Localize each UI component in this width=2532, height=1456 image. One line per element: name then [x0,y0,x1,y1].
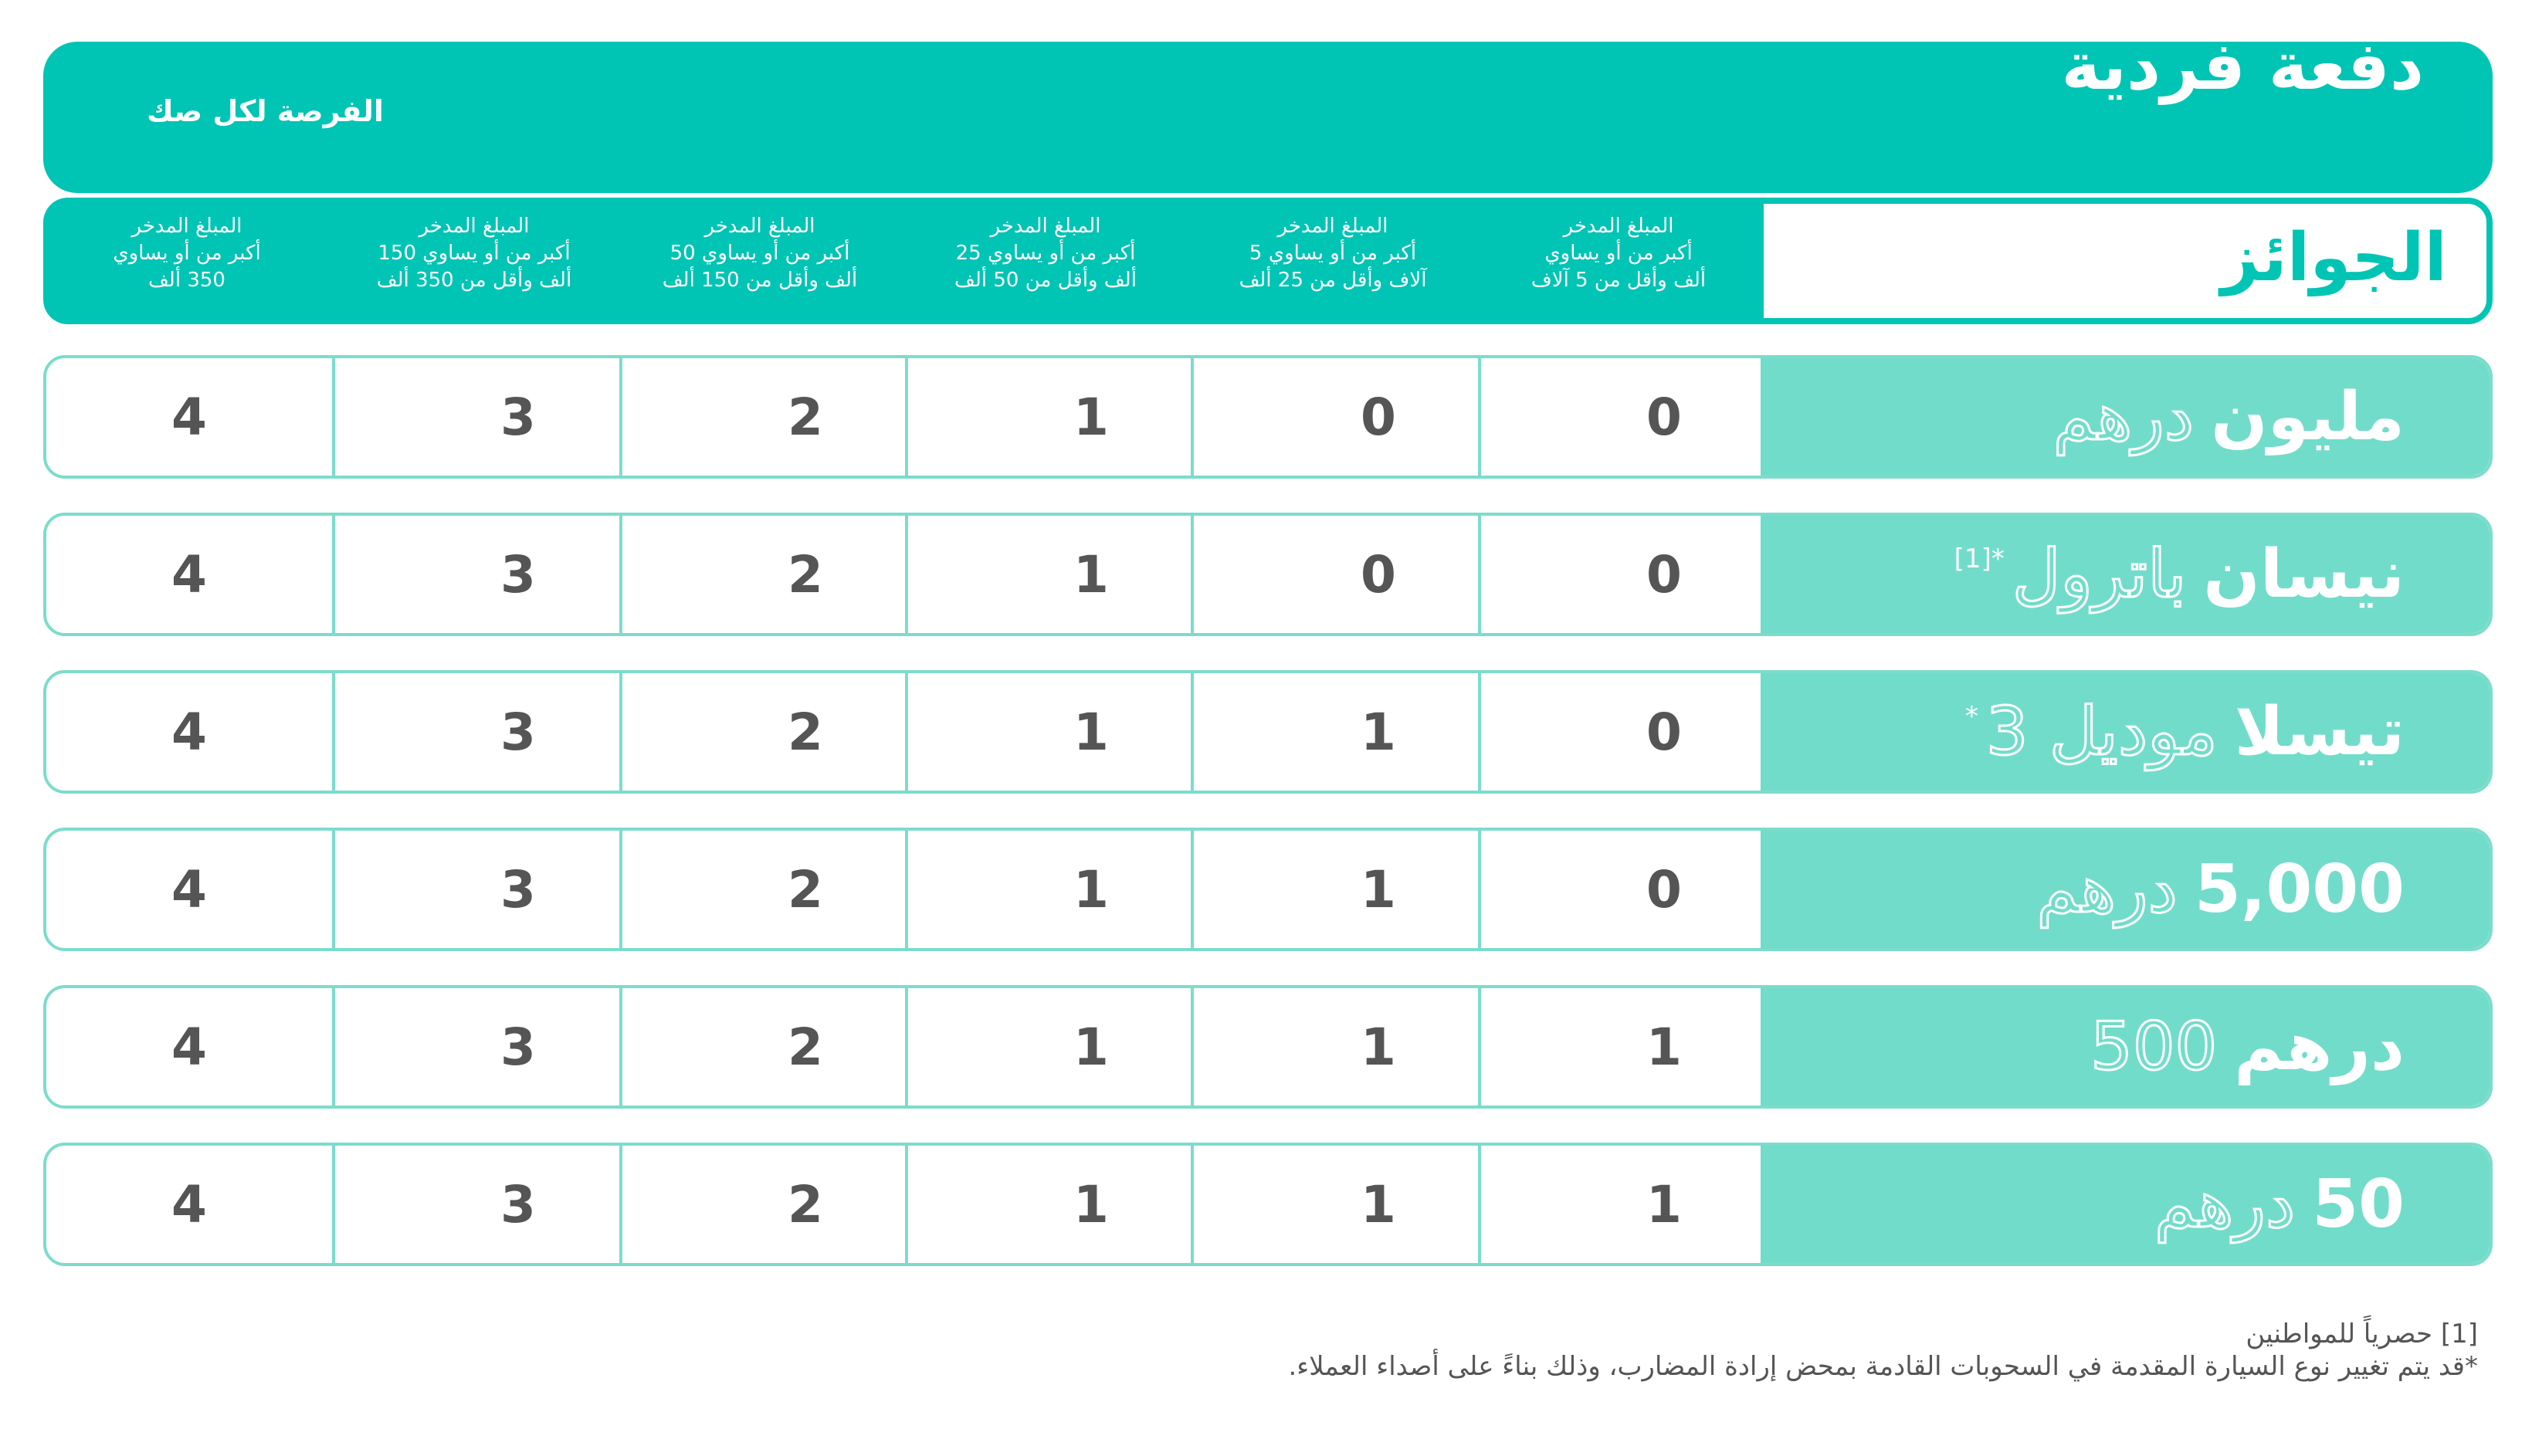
column-divider [332,1146,335,1263]
chance-count-cell: 1 [1073,544,1109,604]
chance-count-cell: 3 [500,702,536,762]
chance-count-cell: 2 [788,702,823,762]
prize-footnote-mark: [1]* [1954,543,2005,574]
column-header-line: المبلغ المدخر [1563,215,1674,238]
prize-name [2090,988,2405,1106]
chance-count-cell: 0 [1646,859,1682,919]
prize-name [1954,516,2405,633]
prize-name-outline: درهم [2052,378,2195,455]
column-header-line: 350 ألف [148,269,225,292]
column-divider [332,988,335,1106]
column-header-line: أكبر من أو يساوي 150 [378,242,571,265]
chance-count-cell: 1 [1361,1174,1396,1234]
chance-count-cell: 3 [500,859,536,919]
prize-name-outline: موديل 3 [1985,693,2218,770]
table-row [43,828,2493,951]
chance-count-cell: 0 [1361,387,1396,447]
prize-name-bold: مليون [2211,378,2405,455]
prize-name-outline: درهم [2154,1166,2296,1243]
chance-count-cell: 0 [1646,387,1682,447]
chance-count-cell: 3 [500,387,536,447]
column-header-line: ألف وأقل من 150 ألف [662,269,858,292]
prizes-title: الجوائز [2221,219,2447,296]
prize-label-cell [1761,831,2490,948]
chance-count-cell: 0 [1646,702,1682,762]
column-header [914,213,1177,313]
column-header [56,213,318,313]
chance-count-cell: 4 [171,859,207,919]
table-row [43,985,2493,1109]
chance-count-cell: 4 [171,702,207,762]
column-header-line: ألف وأقل من 350 ألف [376,269,572,292]
column-header-line: المبلغ المدخر [990,215,1101,238]
table-row [43,670,2493,794]
chance-count-cell: 3 [500,1174,536,1234]
chance-count-cell: 2 [788,544,823,604]
column-header-line: المبلغ المدخر [1277,215,1388,238]
column-header-line: أكبر من أو يساوي 5 [1249,242,1417,265]
table-row [43,1143,2493,1266]
chance-count-cell: 4 [171,387,207,447]
column-divider [332,516,335,633]
prize-name-outline: باترول [2012,536,2187,613]
prize-name-bold: 50 [2312,1166,2405,1243]
prize-label-cell [1761,988,2490,1106]
chance-count-cell: 1 [1073,859,1109,919]
table-row [43,513,2493,636]
table-row [43,355,2493,479]
column-header-line: آلاف وأقل من 25 ألف [1239,269,1427,292]
chance-count-cell: 1 [1361,702,1396,762]
chance-count-cell: 1 [1073,1174,1109,1234]
chance-count-cell: 1 [1073,387,1109,447]
column-header-line: أكبر من أو يساوي 50 [669,242,850,265]
chance-count-cell: 0 [1361,544,1396,604]
prize-name-outline: 500 [2090,1008,2218,1085]
chance-count-cell: 3 [500,1017,536,1077]
column-header-line: أكبر من أو يساوي [113,242,261,265]
column-header-line: ألف وأقل من 5 آلاف [1530,269,1707,292]
column-header-line: المبلغ المدخر [419,215,530,238]
chance-count-cell: 1 [1361,1017,1396,1077]
prize-name [2037,831,2405,948]
column-header-line: ألف وأقل من 50 ألف [954,269,1137,292]
column-header [343,213,605,313]
prize-name-bold: نيسان [2203,536,2405,613]
column-header [629,213,891,313]
prize-name [1965,673,2405,791]
chance-count-cell: 4 [171,544,207,604]
chance-count-cell: 2 [788,387,823,447]
prize-name [2053,358,2405,476]
footnote-car-change: *قد يتم تغيير نوع السيارة المقدمة في السحوبات القادمة بمحض إرادة المضارب، وذلك بناءً على أصداء العملاء. [1288,1351,2478,1382]
column-header [1202,213,1464,313]
chance-count-cell: 1 [1073,1017,1109,1077]
column-divider [332,831,335,948]
chance-count-cell: 4 [171,1017,207,1077]
prize-name [2154,1146,2405,1263]
page-subtitle: الفرصة لكل صك [147,94,384,128]
column-header-line: المبلغ المدخر [704,215,815,238]
chance-count-cell: 2 [788,1017,823,1077]
chance-count-cell: 4 [171,1174,207,1234]
chance-count-cell: 2 [788,859,823,919]
chance-count-cell: 1 [1646,1017,1682,1077]
chance-count-cell: 2 [788,1174,823,1234]
column-header [1487,213,1750,313]
footnote-citizens: [1] حصرياً للمواطنين [2246,1319,2478,1349]
prize-footnote-mark: * [1964,701,1978,732]
prize-label-cell [1761,358,2490,476]
prize-label-cell [1761,1146,2490,1263]
prize-label-cell [1761,516,2490,633]
column-divider [332,358,335,476]
column-header-line: أكبر من أو يساوي [1544,242,1693,265]
chance-count-cell: 0 [1646,544,1682,604]
chance-count-cell: 1 [1361,859,1396,919]
prize-name-bold: تيسلا [2234,693,2405,770]
chance-count-cell: 1 [1646,1174,1682,1234]
prize-label-cell [1761,673,2490,791]
prize-name-bold: درهم [2234,1008,2405,1085]
column-divider [332,673,335,791]
prize-name-outline: درهم [2036,851,2178,928]
page-title: دفعة فردية [2061,28,2424,105]
chance-count-cell: 1 [1073,702,1109,762]
chance-count-cell: 3 [500,544,536,604]
column-header-line: أكبر من أو يساوي 25 [955,242,1136,265]
column-header-line: المبلغ المدخر [131,215,242,238]
prize-name-bold: 5,000 [2194,851,2405,928]
